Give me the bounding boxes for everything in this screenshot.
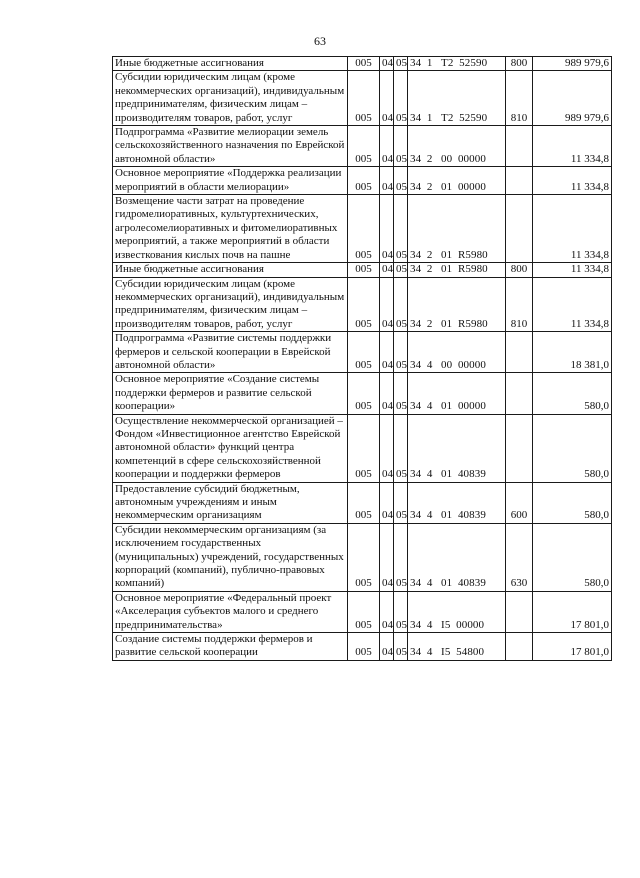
target-article-cell: 34 4 01 40839 bbox=[408, 414, 506, 482]
target-article-cell: 34 2 01 R5980 bbox=[408, 195, 506, 263]
target-article-cell: 34 4 01 00000 bbox=[408, 373, 506, 414]
ved-code-cell: 005 bbox=[348, 57, 380, 71]
target-article-cell: 34 4 01 40839 bbox=[408, 523, 506, 591]
amount-cell: 17 801,0 bbox=[533, 633, 612, 661]
ved-code-cell: 005 bbox=[348, 71, 380, 126]
row-name-cell: Осуществление некоммерческой организацией – Фондом «Инвестиционное агентство Еврейской автономной области» функций центра компетенций в сфере сельскохозяйственной кооперации и поддержки фермеров bbox=[113, 414, 348, 482]
table-row bbox=[113, 523, 612, 591]
expense-type-cell: 630 bbox=[506, 523, 533, 591]
budget-table-body bbox=[113, 57, 612, 661]
row-name-cell: Подпрограмма «Развитие мелиорации земель сельскохозяйственного назначения по Еврейской автономной области» bbox=[113, 126, 348, 167]
section-code-cell: 04 bbox=[380, 414, 394, 482]
subsection-code-cell: 05 bbox=[394, 126, 408, 167]
ved-code-cell: 005 bbox=[348, 482, 380, 523]
target-article-cell: 34 1 Т2 52590 bbox=[408, 71, 506, 126]
budget-table bbox=[112, 56, 612, 661]
table-row bbox=[113, 167, 612, 195]
expense-type-cell: 600 bbox=[506, 482, 533, 523]
section-code-cell: 04 bbox=[380, 71, 394, 126]
ved-code-cell: 005 bbox=[348, 195, 380, 263]
target-article-cell: 34 1 Т2 52590 bbox=[408, 57, 506, 71]
amount-cell: 11 334,8 bbox=[533, 126, 612, 167]
amount-cell: 11 334,8 bbox=[533, 277, 612, 332]
subsection-code-cell: 05 bbox=[394, 263, 408, 277]
amount-cell: 11 334,8 bbox=[533, 195, 612, 263]
table-row bbox=[113, 126, 612, 167]
subsection-code-cell: 05 bbox=[394, 195, 408, 263]
section-code-cell: 04 bbox=[380, 633, 394, 661]
ved-code-cell: 005 bbox=[348, 126, 380, 167]
subsection-code-cell: 05 bbox=[394, 482, 408, 523]
expense-type-cell bbox=[506, 195, 533, 263]
table-row bbox=[113, 71, 612, 126]
section-code-cell: 04 bbox=[380, 332, 394, 373]
section-code-cell: 04 bbox=[380, 591, 394, 632]
subsection-code-cell: 05 bbox=[394, 277, 408, 332]
row-name-cell: Основное мероприятие «Федеральный проект «Акселерация субъектов малого и среднего предпринимательства» bbox=[113, 591, 348, 632]
amount-cell: 11 334,8 bbox=[533, 167, 612, 195]
section-code-cell: 04 bbox=[380, 195, 394, 263]
subsection-code-cell: 05 bbox=[394, 373, 408, 414]
amount-cell: 580,0 bbox=[533, 482, 612, 523]
ved-code-cell: 005 bbox=[348, 523, 380, 591]
subsection-code-cell: 05 bbox=[394, 332, 408, 373]
table-row bbox=[113, 195, 612, 263]
target-article-cell: 34 2 00 00000 bbox=[408, 126, 506, 167]
expense-type-cell: 810 bbox=[506, 277, 533, 332]
table-row bbox=[113, 57, 612, 71]
section-code-cell: 04 bbox=[380, 126, 394, 167]
amount-cell: 17 801,0 bbox=[533, 591, 612, 632]
ved-code-cell: 005 bbox=[348, 332, 380, 373]
amount-cell: 18 381,0 bbox=[533, 332, 612, 373]
subsection-code-cell: 05 bbox=[394, 633, 408, 661]
target-article-cell: 34 2 01 R5980 bbox=[408, 277, 506, 332]
table-row bbox=[113, 633, 612, 661]
amount-cell: 11 334,8 bbox=[533, 263, 612, 277]
target-article-cell: 34 2 01 00000 bbox=[408, 167, 506, 195]
row-name-cell: Подпрограмма «Развитие системы поддержки фермеров и сельской кооперации в Еврейской автономной области» bbox=[113, 332, 348, 373]
subsection-code-cell: 05 bbox=[394, 523, 408, 591]
section-code-cell: 04 bbox=[380, 167, 394, 195]
expense-type-cell bbox=[506, 414, 533, 482]
subsection-code-cell: 05 bbox=[394, 71, 408, 126]
subsection-code-cell: 05 bbox=[394, 414, 408, 482]
section-code-cell: 04 bbox=[380, 277, 394, 332]
ved-code-cell: 005 bbox=[348, 167, 380, 195]
section-code-cell: 04 bbox=[380, 263, 394, 277]
ved-code-cell: 005 bbox=[348, 277, 380, 332]
table-row bbox=[113, 414, 612, 482]
amount-cell: 989 979,6 bbox=[533, 57, 612, 71]
target-article-cell: 34 2 01 R5980 bbox=[408, 263, 506, 277]
row-name-cell: Основное мероприятие «Создание системы поддержки фермеров и развитие сельской кооперации» bbox=[113, 373, 348, 414]
expense-type-cell bbox=[506, 373, 533, 414]
row-name-cell: Иные бюджетные ассигнования bbox=[113, 263, 348, 277]
table-row bbox=[113, 482, 612, 523]
section-code-cell: 04 bbox=[380, 57, 394, 71]
amount-cell: 989 979,6 bbox=[533, 71, 612, 126]
target-article-cell: 34 4 01 40839 bbox=[408, 482, 506, 523]
row-name-cell: Иные бюджетные ассигнования bbox=[113, 57, 348, 71]
ved-code-cell: 005 bbox=[348, 591, 380, 632]
section-code-cell: 04 bbox=[380, 523, 394, 591]
subsection-code-cell: 05 bbox=[394, 591, 408, 632]
expense-type-cell bbox=[506, 591, 533, 632]
table-row bbox=[113, 277, 612, 332]
row-name-cell: Предоставление субсидий бюджетным, автономным учреждениям и иным некоммерческим организациям bbox=[113, 482, 348, 523]
amount-cell: 580,0 bbox=[533, 523, 612, 591]
ved-code-cell: 005 bbox=[348, 414, 380, 482]
row-name-cell: Субсидии некоммерческим организациям (за исключением государственных (муниципальных) учреждений, государственных корпораций (компаний), публично-правовых компаний) bbox=[113, 523, 348, 591]
row-name-cell: Субсидии юридическим лицам (кроме некоммерческих организаций), индивидуальным предпринимателям, физическим лицам – производителям товаров, работ, услуг bbox=[113, 277, 348, 332]
amount-cell: 580,0 bbox=[533, 373, 612, 414]
expense-type-cell bbox=[506, 332, 533, 373]
subsection-code-cell: 05 bbox=[394, 167, 408, 195]
ved-code-cell: 005 bbox=[348, 633, 380, 661]
subsection-code-cell: 05 bbox=[394, 57, 408, 71]
row-name-cell: Возмещение части затрат на проведение гидромелиоративных, культуртехнических, агролесомелиоративных и фитомелиоративных мероприятий, а также мероприятий в области известкования кислых почв на пашне bbox=[113, 195, 348, 263]
ved-code-cell: 005 bbox=[348, 373, 380, 414]
expense-type-cell: 800 bbox=[506, 57, 533, 71]
expense-type-cell bbox=[506, 167, 533, 195]
page-number: 63 bbox=[314, 34, 326, 48]
expense-type-cell: 800 bbox=[506, 263, 533, 277]
row-name-cell: Субсидии юридическим лицам (кроме некоммерческих организаций), индивидуальным предпринимателям, физическим лицам – производителям товаров, работ, услуг bbox=[113, 71, 348, 126]
table-row bbox=[113, 373, 612, 414]
expense-type-cell bbox=[506, 633, 533, 661]
expense-type-cell bbox=[506, 126, 533, 167]
target-article-cell: 34 4 I5 54800 bbox=[408, 633, 506, 661]
table-row bbox=[113, 591, 612, 632]
section-code-cell: 04 bbox=[380, 482, 394, 523]
table-row bbox=[113, 263, 612, 277]
amount-cell: 580,0 bbox=[533, 414, 612, 482]
expense-type-cell: 810 bbox=[506, 71, 533, 126]
target-article-cell: 34 4 00 00000 bbox=[408, 332, 506, 373]
row-name-cell: Создание системы поддержки фермеров и развитие сельской кооперации bbox=[113, 633, 348, 661]
ved-code-cell: 005 bbox=[348, 263, 380, 277]
row-name-cell: Основное мероприятие «Поддержка реализации мероприятий в области мелиорации» bbox=[113, 167, 348, 195]
table-row bbox=[113, 332, 612, 373]
target-article-cell: 34 4 I5 00000 bbox=[408, 591, 506, 632]
section-code-cell: 04 bbox=[380, 373, 394, 414]
